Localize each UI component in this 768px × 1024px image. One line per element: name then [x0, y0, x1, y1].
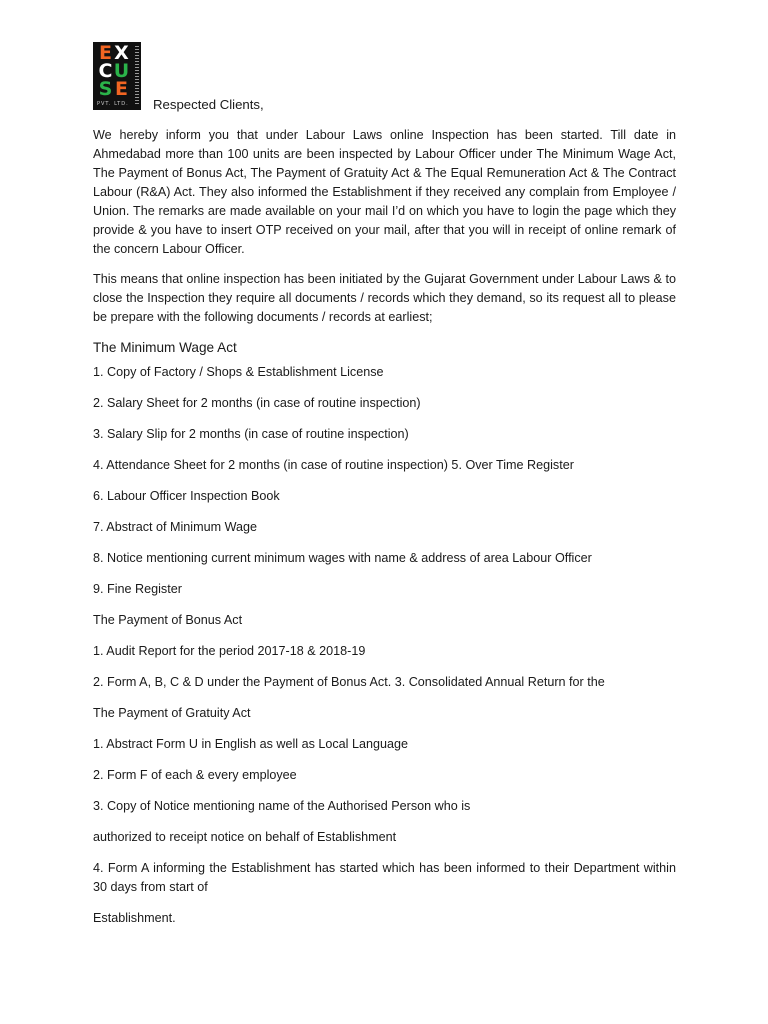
section-heading-bonus: The Payment of Bonus Act — [93, 613, 243, 627]
document-body — [93, 126, 676, 940]
request-paragraph: This means that online inspection has been initiated by the Gujarat Government under Labour Laws & to close the Inspection they require all documents / records which they demand, so its request all to please be prepare with the following documents / records at earliest; — [93, 272, 676, 324]
logo-letter: C — [98, 60, 112, 82]
logo-side-text — [135, 46, 139, 104]
list-item: 7. Abstract of Minimum Wage — [93, 520, 258, 534]
logo-letter: X — [114, 42, 128, 64]
section-heading-minimum-wage: The Minimum Wage Act — [93, 340, 237, 355]
logo-letter: U — [113, 60, 129, 82]
list-item: 1. Copy of Factory / Shops & Establishment License — [93, 365, 384, 379]
intro-paragraph: We hereby inform you that under Labour Laws online Inspection has been started. Till date in Ahmedabad more than 100 units are been inspected by Labour Officer under The Minimum Wage Act, The Payment of Bonus Act, The Payment of Gratuity Act & The Equal Remuneration Act & The Contract Labour (R&A) Act. They also informed the Establishment if they received any complain from Employee / Union. The remarks are made available on your mail I’d on which you have to login the page which they provide & you have to insert OTP received on your mail, after that you will in receipt of online remark of the concern Labour Officer. — [93, 128, 676, 256]
list-item: 8. Notice mentioning current minimum wages with name & address of area Labour Officer — [93, 551, 592, 565]
logo-letter: E — [99, 42, 111, 64]
list-item: 1. Audit Report for the period 2017-18 & 2018-19 — [93, 644, 366, 658]
list-item: 3. Copy of Notice mentioning name of the Authorised Person who is — [93, 799, 471, 813]
list-item: 2. Salary Sheet for 2 months (in case of routine inspection) — [93, 396, 421, 410]
logo-letter: S — [98, 78, 112, 100]
greeting: Respected Clients, — [153, 97, 264, 112]
company-logo — [93, 42, 141, 110]
logo-letter: E — [115, 78, 127, 100]
list-item: 2. Form F of each & every employee — [93, 768, 297, 782]
logo-subtext: PVT. LTD. — [97, 101, 129, 107]
list-item: 4. Form A informing the Establishment has started which has been informed to their Department within 30 days from start of — [93, 861, 676, 894]
section-heading-gratuity: The Payment of Gratuity Act — [93, 706, 251, 720]
list-item: 4. Attendance Sheet for 2 months (in case of routine inspection) 5. Over Time Register — [93, 458, 574, 472]
list-item: Establishment. — [93, 911, 176, 925]
list-item: 1. Abstract Form U in English as well as Local Language — [93, 737, 409, 751]
list-item: authorized to receipt notice on behalf of Establishment — [93, 830, 397, 844]
list-item: 2. Form A, B, C & D under the Payment of Bonus Act. 3. Consolidated Annual Return for the — [93, 675, 605, 689]
list-item: 3. Salary Slip for 2 months (in case of routine inspection) — [93, 427, 409, 441]
list-item: 6. Labour Officer Inspection Book — [93, 489, 280, 503]
list-item: 9. Fine Register — [93, 582, 182, 596]
